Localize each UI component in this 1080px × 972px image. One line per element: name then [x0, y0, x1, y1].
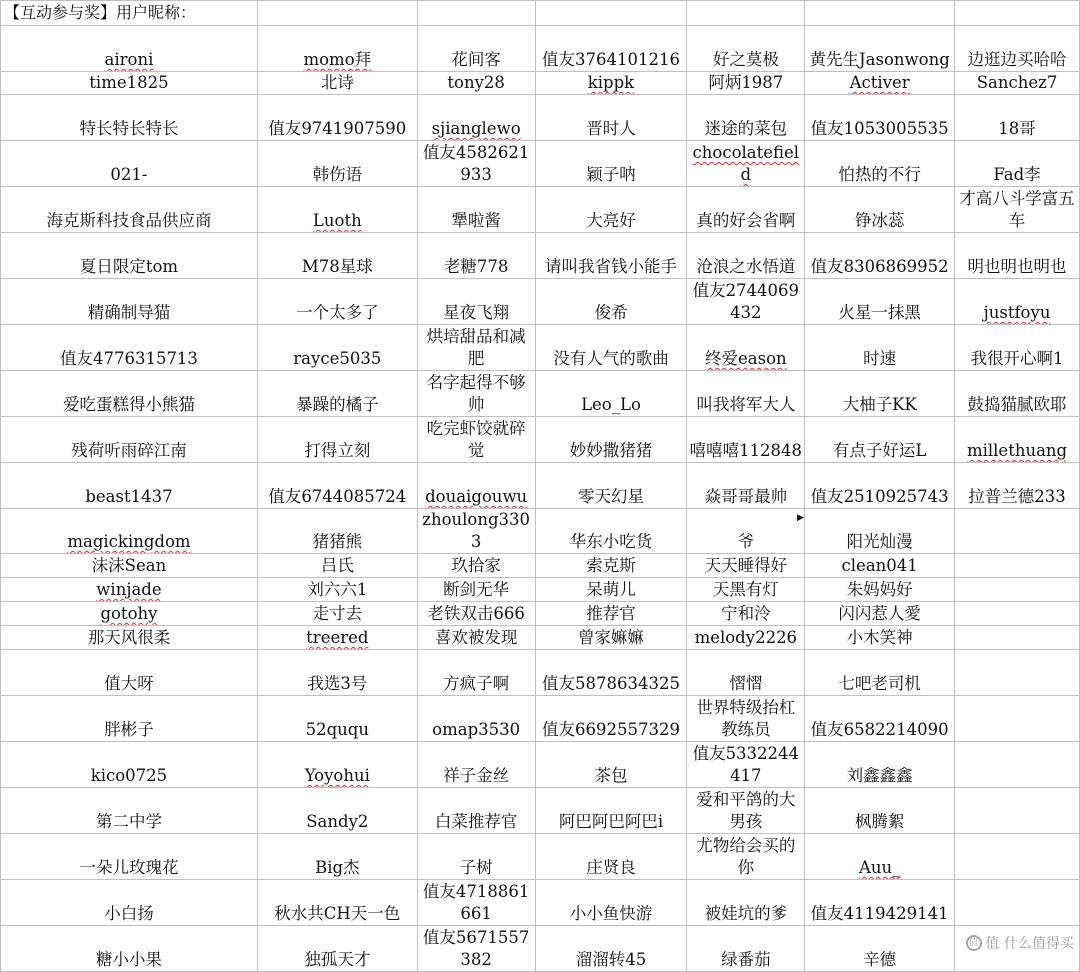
nickname-cell[interactable]: 值友5332244417	[687, 742, 805, 788]
nickname-cell[interactable]: Activer	[805, 72, 955, 95]
nickname-cell[interactable]: 独孤天才	[257, 926, 417, 972]
nickname-cell[interactable]: 颖子呐	[535, 141, 687, 187]
smzdm-logo-icon: 值	[966, 935, 982, 951]
table-row	[1, 696, 1080, 742]
nickname-cell[interactable]	[955, 509, 1080, 554]
nickname-cell[interactable]: millethuang	[955, 417, 1080, 463]
nickname-cell[interactable]: 小白扬	[1, 880, 258, 926]
nickname-cell[interactable]: 一个太多了	[257, 279, 417, 325]
nickname-cell[interactable]: winjade	[1, 578, 258, 602]
nickname-cell[interactable]	[955, 696, 1080, 742]
table-row	[1, 880, 1080, 926]
nickname-cell[interactable]: 沫沫Sean	[1, 554, 258, 578]
nickname-cell[interactable]: 世界特级抬杠教练员	[687, 696, 805, 742]
nickname-cell[interactable]	[955, 554, 1080, 578]
nickname-cell[interactable]: 曾家嫲嫲	[535, 626, 687, 650]
nickname-cell[interactable]: 迷途的菜包	[687, 95, 805, 141]
nickname-cell[interactable]: 茶包	[535, 742, 687, 788]
nickname-cell[interactable]: treered	[257, 626, 417, 650]
nickname-cell[interactable]: 沧浪之水悟道	[687, 233, 805, 279]
nickname-cell[interactable]: M78星球	[257, 233, 417, 279]
table-row	[1, 926, 1080, 972]
empty-cell[interactable]	[687, 1, 805, 26]
nickname-cell[interactable]: clean041	[805, 554, 955, 578]
nickname-cell[interactable]: 值友3764101216	[535, 26, 687, 72]
nickname-cell[interactable]: 021-	[1, 141, 258, 187]
nickname-cell[interactable]: 俊希	[535, 279, 687, 325]
nickname-cell[interactable]: 值友4582621933	[417, 141, 535, 187]
table-row	[1, 417, 1080, 463]
table-row	[1, 788, 1080, 834]
nickname-cell[interactable]: 阳光灿漫	[805, 509, 955, 554]
nickname-cell[interactable]: 吃完虾饺就碎觉	[417, 417, 535, 463]
nickname-cell[interactable]: Sandy2	[257, 788, 417, 834]
nickname-cell[interactable]: 闪闪惹人愛	[805, 602, 955, 626]
nickname-cell[interactable]	[955, 742, 1080, 788]
nickname-cell[interactable]: 尤物给会买的你	[687, 834, 805, 880]
nickname-cell[interactable]: kico0725	[1, 742, 258, 788]
nickname-cell[interactable]: 值友4718861661	[417, 880, 535, 926]
nickname-cell[interactable]: 黄先生Jasonwong	[805, 26, 955, 72]
nickname-cell[interactable]: 子树	[417, 834, 535, 880]
nickname-cell[interactable]: 才高八斗学富五车	[955, 187, 1080, 233]
nickname-cell[interactable]: kippk	[535, 72, 687, 95]
nickname-cell[interactable]: rayce5035	[257, 325, 417, 371]
nickname-cell[interactable]: 值大呀	[1, 650, 258, 696]
nickname-cell[interactable]: 终爱eason	[687, 325, 805, 371]
nickname-cell[interactable]: 老糖778	[417, 233, 535, 279]
header-row	[1, 1, 1080, 26]
nickname-cell[interactable]: 时速	[805, 325, 955, 371]
nickname-cell[interactable]: 爱吃蛋糕得小熊猫	[1, 371, 258, 417]
nickname-cell[interactable]: 海克斯科技食品供应商	[1, 187, 258, 233]
nickname-cell[interactable]: aironi	[1, 26, 258, 72]
nickname-cell[interactable]: melody2226	[687, 626, 805, 650]
nickname-cell[interactable]: 值友6744085724	[257, 463, 417, 509]
nickname-cell[interactable]: gotohy	[1, 602, 258, 626]
nickname-cell[interactable]: 没有人气的歌曲	[535, 325, 687, 371]
nickname-cell[interactable]: 北诗	[257, 72, 417, 95]
nickname-cell[interactable]: 值友4776315713	[1, 325, 258, 371]
nickname-cell[interactable]: 刘六六1	[257, 578, 417, 602]
nickname-cell[interactable]: 打得立刻	[257, 417, 417, 463]
watermark	[966, 933, 1074, 953]
nickname-cell[interactable]: 值友4119429141	[805, 880, 955, 926]
table-row	[1, 187, 1080, 233]
table-row	[1, 371, 1080, 417]
empty-cell[interactable]	[257, 1, 417, 26]
nickname-cell[interactable]: 索克斯	[535, 554, 687, 578]
table-row	[1, 834, 1080, 880]
nickname-cell[interactable]: Big杰	[257, 834, 417, 880]
nickname-cell[interactable]: 阿巴阿巴阿巴i	[535, 788, 687, 834]
nickname-cell[interactable]: 猪猪熊	[257, 509, 417, 554]
nickname-cell[interactable]: 明也明也明也	[955, 233, 1080, 279]
nickname-cell[interactable]: 吕氏	[257, 554, 417, 578]
nickname-cell[interactable]: omap3530	[417, 696, 535, 742]
nickname-cell[interactable]: 妙妙撒猪猪	[535, 417, 687, 463]
nickname-cell[interactable]: 好之莫极	[687, 26, 805, 72]
nickname-cell[interactable]	[955, 834, 1080, 880]
nickname-cell[interactable]: 铮冰蕊	[805, 187, 955, 233]
nickname-cell[interactable]: 白菜推荐官	[417, 788, 535, 834]
nickname-cell[interactable]: 花间客	[417, 26, 535, 72]
nickname-cell[interactable]: 那天风很柔	[1, 626, 258, 650]
nickname-cell[interactable]: 52ququ	[257, 696, 417, 742]
nickname-cell[interactable]: 糖小小果	[1, 926, 258, 972]
nickname-cell[interactable]: 韩伤语	[257, 141, 417, 187]
nickname-cell[interactable]: 真的好会省啊	[687, 187, 805, 233]
nickname-cell[interactable]: 天天睡得好	[687, 554, 805, 578]
nickname-cell[interactable]: 我很开心啊1	[955, 325, 1080, 371]
nickname-cell[interactable]: magickingdom	[1, 509, 258, 554]
nickname-cell[interactable]: justfoyu	[955, 279, 1080, 325]
table-row	[1, 509, 1080, 554]
nickname-cell[interactable]: 宁和泠	[687, 602, 805, 626]
nickname-cell[interactable]: momo拜	[257, 26, 417, 72]
nickname-cell[interactable]: 慴慴	[687, 650, 805, 696]
table-row	[1, 26, 1080, 72]
nickname-cell[interactable]: 精确制导猫	[1, 279, 258, 325]
table-row	[1, 626, 1080, 650]
nickname-cell[interactable]: 华东小吃货	[535, 509, 687, 554]
table-row	[1, 650, 1080, 696]
nickname-cell[interactable]	[955, 880, 1080, 926]
nickname-cell[interactable]: 绿番茄	[687, 926, 805, 972]
nickname-cell[interactable]: 值友6582214090	[805, 696, 955, 742]
nickname-cell[interactable]: 断剑无华	[417, 578, 535, 602]
nickname-cell[interactable]: Leo_Lo	[535, 371, 687, 417]
nickname-cell[interactable]: 值友2510925743	[805, 463, 955, 509]
nickname-cell[interactable]: 火星一抹黑	[805, 279, 955, 325]
nickname-cell[interactable]: 阿炳1987	[687, 72, 805, 95]
table-row	[1, 72, 1080, 95]
nickname-cell[interactable]: 刘鑫鑫鑫	[805, 742, 955, 788]
nickname-cell[interactable]: tony28	[417, 72, 535, 95]
nickname-cell[interactable]: 小小鱼快游	[535, 880, 687, 926]
nickname-cell[interactable]: Luoth	[257, 187, 417, 233]
nickname-cell[interactable]: 胖彬子	[1, 696, 258, 742]
nickname-cell[interactable]: 天黑有灯	[687, 578, 805, 602]
nickname-cell[interactable]: Yoyohui	[257, 742, 417, 788]
nickname-cell[interactable]: 辛德	[805, 926, 955, 972]
nickname-cell[interactable]: 值友8306869952	[805, 233, 955, 279]
table-row	[1, 325, 1080, 371]
nickname-cell[interactable]: 朱妈妈好	[805, 578, 955, 602]
nickname-cell[interactable]: 爱和平鸽的大男孩	[687, 788, 805, 834]
watermark-text: 值 什么值得买	[985, 936, 1074, 952]
nickname-cell[interactable]: 祥子金丝	[417, 742, 535, 788]
nickname-cell[interactable]: Fad李	[955, 141, 1080, 187]
nickname-cell[interactable]: 枫腾絮	[805, 788, 955, 834]
empty-cell[interactable]	[417, 1, 535, 26]
nickname-cell[interactable]: 呆萌儿	[535, 578, 687, 602]
table-row	[1, 233, 1080, 279]
nickname-cell[interactable]	[955, 788, 1080, 834]
nickname-cell[interactable]: 零天幻星	[535, 463, 687, 509]
empty-cell[interactable]	[955, 1, 1080, 26]
table-row	[1, 141, 1080, 187]
nickname-cell[interactable]: 犟啦酱	[417, 187, 535, 233]
empty-cell[interactable]	[805, 1, 955, 26]
nickname-cell[interactable]: 值友6692557329	[535, 696, 687, 742]
nickname-cell[interactable]: 特长特长特长	[1, 95, 258, 141]
nickname-cell[interactable]: sjianglewo	[417, 95, 535, 141]
nickname-cell[interactable]: Auu_	[805, 834, 955, 880]
nickname-cell[interactable]: 我选3号	[257, 650, 417, 696]
cell-overflow-arrow-icon: ▶	[797, 513, 804, 523]
sheet-title[interactable]: 【互动参与奖】用户昵称：	[1, 1, 258, 26]
nickname-cell[interactable]: 被娃坑的爹	[687, 880, 805, 926]
nickname-cell[interactable]: 老铁双击666	[417, 602, 535, 626]
nickname-cell[interactable]: 暴躁的橘子	[257, 371, 417, 417]
nickname-cell[interactable]: 夏日限定tom	[1, 233, 258, 279]
nickname-cell[interactable]: 边逛边买哈哈	[955, 26, 1080, 72]
nickname-cell[interactable]	[955, 626, 1080, 650]
nickname-cell[interactable]: 喜欢被发现	[417, 626, 535, 650]
nickname-cell[interactable]: 烘培甜品和减肥	[417, 325, 535, 371]
nickname-cell[interactable]: 第二中学	[1, 788, 258, 834]
table-row	[1, 602, 1080, 626]
nickname-cell[interactable]: 星夜飞翔	[417, 279, 535, 325]
nickname-cell[interactable]: 小木笑神	[805, 626, 955, 650]
table-row	[1, 578, 1080, 602]
nickname-cell[interactable]: 一朵儿玫瑰花	[1, 834, 258, 880]
nickname-cell[interactable]: beast1437	[1, 463, 258, 509]
nickname-cell[interactable]	[955, 602, 1080, 626]
nickname-cell[interactable]: 焱哥哥最帅	[687, 463, 805, 509]
nickname-cell[interactable]: 溜溜转45	[535, 926, 687, 972]
empty-cell[interactable]	[535, 1, 687, 26]
nickname-cell[interactable]: 值友9741907590	[257, 95, 417, 141]
nickname-cell[interactable]: 嘻嘻嘻112848	[687, 417, 805, 463]
nickname-cell[interactable]: 爷	[687, 509, 805, 554]
nickname-cell[interactable]: 名字起得不够帅	[417, 371, 535, 417]
table-row	[1, 742, 1080, 788]
nickname-cell[interactable]: 18哥	[955, 95, 1080, 141]
nickname-cell[interactable]	[955, 578, 1080, 602]
nickname-cell[interactable]: 大亮好	[535, 187, 687, 233]
nickname-cell[interactable]: 残荷听雨碎江南	[1, 417, 258, 463]
nickname-cell[interactable]: 鼓捣猫腻欧耶	[955, 371, 1080, 417]
nickname-cell[interactable]: 晋时人	[535, 95, 687, 141]
nickname-cell[interactable]: 值友5671557382	[417, 926, 535, 972]
nickname-cell[interactable]: Sanchez7	[955, 72, 1080, 95]
nickname-cell[interactable]: 庄贤良	[535, 834, 687, 880]
nickname-cell[interactable]: 拉普兰德233	[955, 463, 1080, 509]
nickname-cell[interactable]: 值友2744069432	[687, 279, 805, 325]
nickname-cell[interactable]: 大柚子KK	[805, 371, 955, 417]
nickname-cell[interactable]: 秋水共CH天一色	[257, 880, 417, 926]
table-row	[1, 554, 1080, 578]
nickname-cell[interactable]: 怕热的不行	[805, 141, 955, 187]
nickname-cell[interactable]: 玖拾家	[417, 554, 535, 578]
nickname-cell[interactable]: 叫我将军大人	[687, 371, 805, 417]
nickname-cell[interactable]: 请叫我省钱小能手	[535, 233, 687, 279]
nickname-cell[interactable]: 七吧老司机	[805, 650, 955, 696]
nickname-cell[interactable]: 走寸去	[257, 602, 417, 626]
nickname-cell[interactable]: 有点子好运L	[805, 417, 955, 463]
nickname-cell[interactable]	[955, 650, 1080, 696]
nickname-cell[interactable]: 值友5878634325	[535, 650, 687, 696]
nickname-cell[interactable]: 值友1053005535	[805, 95, 955, 141]
nickname-cell[interactable]: 方疯子啊	[417, 650, 535, 696]
table-row	[1, 463, 1080, 509]
nickname-cell[interactable]: time1825	[1, 72, 258, 95]
nickname-cell[interactable]: chocolatefield	[687, 141, 805, 187]
nickname-cell[interactable]: 推荐官	[535, 602, 687, 626]
nickname-cell[interactable]: douaigouwu	[417, 463, 535, 509]
nickname-cell[interactable]: zhoulong3303	[417, 509, 535, 554]
table-row	[1, 95, 1080, 141]
table-row	[1, 279, 1080, 325]
